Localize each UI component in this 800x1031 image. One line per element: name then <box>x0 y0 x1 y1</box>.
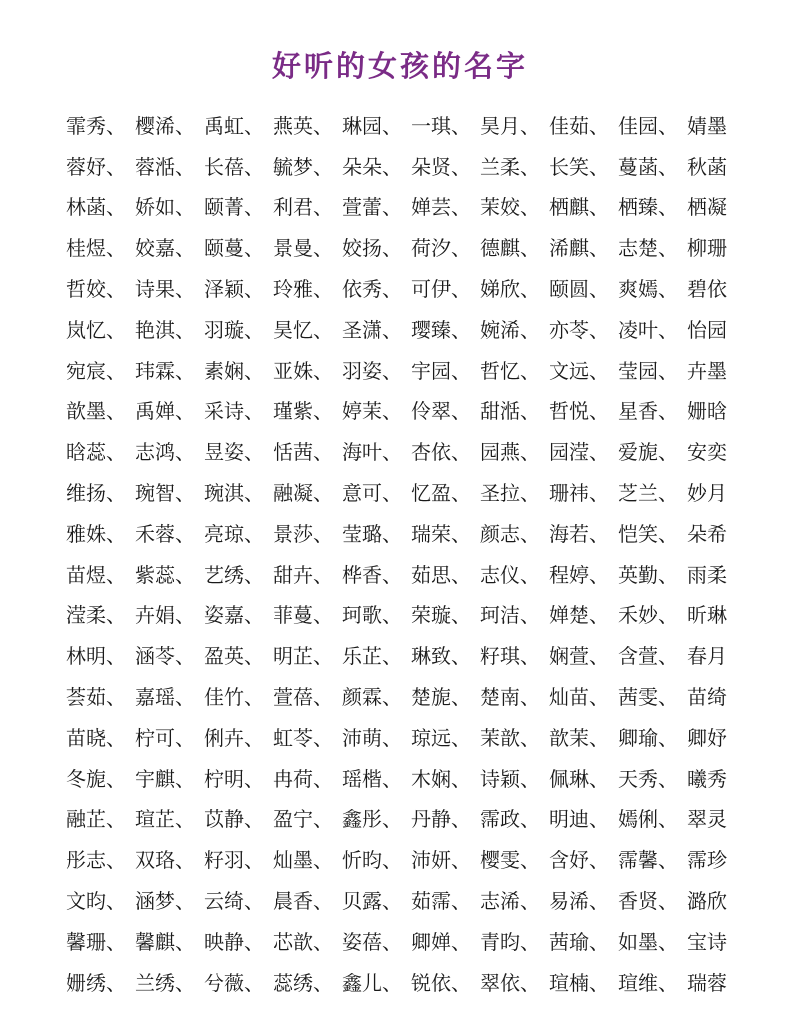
name-entry: 玮霖、 <box>135 358 195 383</box>
name-entry: 歆墨、 <box>66 399 126 424</box>
name-entry: 茜瑜、 <box>549 929 609 954</box>
name-entry: 樱雯、 <box>480 848 540 873</box>
name-entry: 安奕 <box>687 440 727 465</box>
name-entry: 志浠、 <box>480 889 540 914</box>
name-entry: 栖凝 <box>687 195 727 220</box>
name-entry: 亦苓、 <box>549 317 609 342</box>
name-entry: 文远、 <box>549 358 609 383</box>
name-entry: 紫蕊、 <box>135 562 195 587</box>
name-entry: 诗果、 <box>135 277 195 302</box>
name-entry: 锐依、 <box>411 970 471 995</box>
name-entry: 姿蓓、 <box>342 929 402 954</box>
name-entry: 佳园、 <box>618 113 678 138</box>
name-entry: 沛萌、 <box>342 725 402 750</box>
name-entry: 禹虹、 <box>204 113 264 138</box>
name-entry: 维扬、 <box>66 481 126 506</box>
name-entry: 怡园 <box>687 317 727 342</box>
name-entry: 英勤、 <box>618 562 678 587</box>
name-entry: 志鸿、 <box>135 440 195 465</box>
name-entry: 菲蔓、 <box>273 603 333 628</box>
name-entry: 婷茉、 <box>342 399 402 424</box>
name-entry: 卿妤 <box>687 725 727 750</box>
name-entry: 栖臻、 <box>618 195 678 220</box>
name-entry: 素娴、 <box>204 358 264 383</box>
name-entry: 林明、 <box>66 644 126 669</box>
name-entry: 蔓菡、 <box>618 154 678 179</box>
name-entry: 木娴、 <box>411 766 471 791</box>
names-row <box>66 879 756 920</box>
name-entry: 海叶、 <box>342 440 402 465</box>
name-entry: 婧墨 <box>687 113 727 138</box>
names-row <box>66 961 756 1002</box>
name-entry: 栖麒、 <box>549 195 609 220</box>
name-entry: 双珞、 <box>135 848 195 873</box>
names-row <box>66 349 756 390</box>
name-entry: 忻昀、 <box>342 848 402 873</box>
name-entry: 依秀、 <box>342 277 402 302</box>
name-entry: 朵贤、 <box>411 154 471 179</box>
name-entry: 柠明、 <box>204 766 264 791</box>
name-entry: 岚忆、 <box>66 317 126 342</box>
name-entry: 茜雯、 <box>618 685 678 710</box>
name-entry: 妙月 <box>687 481 727 506</box>
name-entry: 苗晓、 <box>66 725 126 750</box>
name-entry: 霏秀、 <box>66 113 126 138</box>
name-entry: 卉娟、 <box>135 603 195 628</box>
name-entry: 圣潇、 <box>342 317 402 342</box>
name-entry: 园燕、 <box>480 440 540 465</box>
name-entry: 亚姝、 <box>273 358 333 383</box>
names-row <box>66 226 756 267</box>
name-entry: 蓉妤、 <box>66 154 126 179</box>
name-entry: 歆茉、 <box>549 725 609 750</box>
name-entry: 采诗、 <box>204 399 264 424</box>
names-row <box>66 716 756 757</box>
name-entry: 灿苗、 <box>549 685 609 710</box>
name-entry: 哲忆、 <box>480 358 540 383</box>
name-entry: 莹璐、 <box>342 521 402 546</box>
name-entry: 鑫彤、 <box>342 807 402 832</box>
name-entry: 颜志、 <box>480 521 540 546</box>
name-entry: 卿婵、 <box>411 929 471 954</box>
name-entry: 苗煜、 <box>66 562 126 587</box>
name-entry: 兰绣、 <box>135 970 195 995</box>
name-entry: 禾蓉、 <box>135 521 195 546</box>
name-entry: 可伊、 <box>411 277 471 302</box>
name-entry: 莹园、 <box>618 358 678 383</box>
name-entry: 娴萱、 <box>549 644 609 669</box>
name-entry: 爽嫣、 <box>618 277 678 302</box>
name-entry: 艺绣、 <box>204 562 264 587</box>
name-entry: 文昀、 <box>66 889 126 914</box>
name-entry: 霈珍 <box>687 848 727 873</box>
name-entry: 楚南、 <box>480 685 540 710</box>
name-entry: 伶翠、 <box>411 399 471 424</box>
names-row <box>66 757 756 798</box>
name-entry: 嘉瑶、 <box>135 685 195 710</box>
name-entry: 琳园、 <box>342 113 402 138</box>
name-entry: 映静、 <box>204 929 264 954</box>
name-entry: 俐卉、 <box>204 725 264 750</box>
name-entry: 羽璇、 <box>204 317 264 342</box>
name-entry: 荣璇、 <box>411 603 471 628</box>
name-entry: 馨珊、 <box>66 929 126 954</box>
name-entry: 桦香、 <box>342 562 402 587</box>
name-entry: 凌叶、 <box>618 317 678 342</box>
name-entry: 茹思、 <box>411 562 471 587</box>
name-entry: 明芷、 <box>273 644 333 669</box>
name-entry: 海若、 <box>549 521 609 546</box>
name-entry: 佳茹、 <box>549 113 609 138</box>
name-entry: 婵楚、 <box>549 603 609 628</box>
name-entry: 樱浠、 <box>135 113 195 138</box>
name-entry: 佳竹、 <box>204 685 264 710</box>
name-entry: 桂煜、 <box>66 236 126 261</box>
name-entry: 宇麒、 <box>135 766 195 791</box>
names-row <box>66 634 756 675</box>
name-entry: 星香、 <box>618 399 678 424</box>
name-entry: 茉姣、 <box>480 195 540 220</box>
name-entry: 娇如、 <box>135 195 195 220</box>
names-row <box>66 390 756 431</box>
name-entry: 朵朵、 <box>342 154 402 179</box>
name-entry: 圣拉、 <box>480 481 540 506</box>
name-entry: 诗颖、 <box>480 766 540 791</box>
name-entry: 楚旎、 <box>411 685 471 710</box>
name-entry: 珂歌、 <box>342 603 402 628</box>
names-row <box>66 920 756 961</box>
name-entry: 林菡、 <box>66 195 126 220</box>
name-entry: 爱旎、 <box>618 440 678 465</box>
name-entry: 佩琳、 <box>549 766 609 791</box>
name-entry: 浠麒、 <box>549 236 609 261</box>
name-entry: 香贤、 <box>618 889 678 914</box>
name-entry: 昊忆、 <box>273 317 333 342</box>
name-entry: 姣嘉、 <box>135 236 195 261</box>
name-entry: 彤志、 <box>66 848 126 873</box>
names-row <box>66 594 756 635</box>
name-entry: 青昀、 <box>480 929 540 954</box>
name-entry: 滢柔、 <box>66 603 126 628</box>
name-entry: 翠依、 <box>480 970 540 995</box>
name-entry: 瑄楠、 <box>549 970 609 995</box>
names-row <box>66 104 756 145</box>
names-row <box>66 675 756 716</box>
name-entry: 如墨、 <box>618 929 678 954</box>
name-entry: 融凝、 <box>273 481 333 506</box>
name-entry: 贝露、 <box>342 889 402 914</box>
names-row <box>66 838 756 879</box>
name-entry: 宝诗 <box>687 929 727 954</box>
name-entry: 恬茜、 <box>273 440 333 465</box>
name-entry: 姗晗 <box>687 399 727 424</box>
name-entry: 程婷、 <box>549 562 609 587</box>
name-entry: 萱蓓、 <box>273 685 333 710</box>
names-row <box>66 512 756 553</box>
names-row <box>66 798 756 839</box>
name-entry: 明迪、 <box>549 807 609 832</box>
name-entry: 玲雅、 <box>273 277 333 302</box>
name-entry: 卿瑜、 <box>618 725 678 750</box>
names-row <box>66 471 756 512</box>
name-entry: 长蓓、 <box>204 154 264 179</box>
name-entry: 德麒、 <box>480 236 540 261</box>
name-entry: 碧依 <box>687 277 727 302</box>
name-entry: 泽颖、 <box>204 277 264 302</box>
name-entry: 兮薇、 <box>204 970 264 995</box>
name-entry: 婉浠、 <box>480 317 540 342</box>
name-entry: 盈英、 <box>204 644 264 669</box>
name-entry: 景莎、 <box>273 521 333 546</box>
name-entry: 潞欣 <box>687 889 727 914</box>
name-entry: 长笑、 <box>549 154 609 179</box>
name-entry: 婵芸、 <box>411 195 471 220</box>
name-entry: 朵希 <box>687 521 727 546</box>
name-entry: 芝兰、 <box>618 481 678 506</box>
name-entry: 姣扬、 <box>342 236 402 261</box>
name-entry: 霈政、 <box>480 807 540 832</box>
name-entry: 嫣俐、 <box>618 807 678 832</box>
name-entry: 志楚、 <box>618 236 678 261</box>
name-entry: 蓉湉、 <box>135 154 195 179</box>
name-entry: 亮琼、 <box>204 521 264 546</box>
names-row <box>66 308 756 349</box>
name-entry: 一琪、 <box>411 113 471 138</box>
name-entry: 艳淇、 <box>135 317 195 342</box>
name-entry: 冉荷、 <box>273 766 333 791</box>
name-entry: 冬旎、 <box>66 766 126 791</box>
names-row <box>66 267 756 308</box>
name-entry: 苗绮 <box>687 685 727 710</box>
name-entry: 萱蕾、 <box>342 195 402 220</box>
name-entry: 云绮、 <box>204 889 264 914</box>
name-entry: 春月 <box>687 644 727 669</box>
name-entry: 柠可、 <box>135 725 195 750</box>
name-entry: 蕊绣、 <box>273 970 333 995</box>
name-entry: 景曼、 <box>273 236 333 261</box>
name-entry: 籽琪、 <box>480 644 540 669</box>
name-entry: 含妤、 <box>549 848 609 873</box>
name-entry: 颜霖、 <box>342 685 402 710</box>
name-entry: 珂洁、 <box>480 603 540 628</box>
name-entry: 甜卉、 <box>273 562 333 587</box>
name-entry: 乐芷、 <box>342 644 402 669</box>
name-entry: 晗蕊、 <box>66 440 126 465</box>
name-entry: 羽姿、 <box>342 358 402 383</box>
name-entry: 荷汐、 <box>411 236 471 261</box>
name-entry: 琼远、 <box>411 725 471 750</box>
name-entry: 瑞蓉 <box>687 970 727 995</box>
name-entry: 馨麒、 <box>135 929 195 954</box>
name-entry: 荟茹、 <box>66 685 126 710</box>
name-entry: 杏依、 <box>411 440 471 465</box>
name-entry: 意可、 <box>342 481 402 506</box>
name-entry: 沛妍、 <box>411 848 471 873</box>
name-entry: 姗绣、 <box>66 970 126 995</box>
name-entry: 颐蔓、 <box>204 236 264 261</box>
names-list <box>66 104 756 1002</box>
name-entry: 茹霈、 <box>411 889 471 914</box>
name-entry: 昱姿、 <box>204 440 264 465</box>
name-entry: 茉歆、 <box>480 725 540 750</box>
name-entry: 翠灵 <box>687 807 727 832</box>
name-entry: 秋菡 <box>687 154 727 179</box>
name-entry: 琬智、 <box>135 481 195 506</box>
name-entry: 颐菁、 <box>204 195 264 220</box>
name-entry: 柳珊 <box>687 236 727 261</box>
name-entry: 昊月、 <box>480 113 540 138</box>
name-entry: 禹婵、 <box>135 399 195 424</box>
name-entry: 含萱、 <box>618 644 678 669</box>
name-entry: 志仪、 <box>480 562 540 587</box>
name-entry: 兰柔、 <box>480 154 540 179</box>
name-entry: 融芷、 <box>66 807 126 832</box>
name-entry: 易浠、 <box>549 889 609 914</box>
name-entry: 娣欣、 <box>480 277 540 302</box>
name-entry: 宇园、 <box>411 358 471 383</box>
name-entry: 晨香、 <box>273 889 333 914</box>
name-entry: 天秀、 <box>618 766 678 791</box>
name-entry: 曦秀 <box>687 766 727 791</box>
name-entry: 瑄芷、 <box>135 807 195 832</box>
name-entry: 园滢、 <box>549 440 609 465</box>
name-entry: 利君、 <box>273 195 333 220</box>
name-entry: 瑶楷、 <box>342 766 402 791</box>
page-title: 好听的女孩的名字 <box>271 49 528 83</box>
name-entry: 瑄维、 <box>618 970 678 995</box>
name-entry: 璎臻、 <box>411 317 471 342</box>
name-entry: 昕琳 <box>687 603 727 628</box>
name-entry: 毓梦、 <box>273 154 333 179</box>
name-entry: 卉墨 <box>687 358 727 383</box>
name-entry: 苡静、 <box>204 807 264 832</box>
name-entry: 瑾紫、 <box>273 399 333 424</box>
name-entry: 丹静、 <box>411 807 471 832</box>
names-row <box>66 553 756 594</box>
name-entry: 籽羽、 <box>204 848 264 873</box>
name-entry: 琳致、 <box>411 644 471 669</box>
name-entry: 哲悦、 <box>549 399 609 424</box>
name-entry: 涵梦、 <box>135 889 195 914</box>
name-entry: 鑫儿、 <box>342 970 402 995</box>
name-entry: 涵苓、 <box>135 644 195 669</box>
name-entry: 姿嘉、 <box>204 603 264 628</box>
name-entry: 琬淇、 <box>204 481 264 506</box>
name-entry: 盈宁、 <box>273 807 333 832</box>
name-entry: 燕英、 <box>273 113 333 138</box>
name-entry: 甜湉、 <box>480 399 540 424</box>
names-row <box>66 145 756 186</box>
name-entry: 雅姝、 <box>66 521 126 546</box>
name-entry: 珊祎、 <box>549 481 609 506</box>
name-entry: 霈馨、 <box>618 848 678 873</box>
name-entry: 恺笑、 <box>618 521 678 546</box>
names-row <box>66 430 756 471</box>
name-entry: 瑞荣、 <box>411 521 471 546</box>
name-entry: 禾妙、 <box>618 603 678 628</box>
name-entry: 芯歆、 <box>273 929 333 954</box>
name-entry: 雨柔 <box>687 562 727 587</box>
name-entry: 颐圆、 <box>549 277 609 302</box>
name-entry: 哲姣、 <box>66 277 126 302</box>
names-row <box>66 186 756 227</box>
name-entry: 灿墨、 <box>273 848 333 873</box>
name-entry: 宛宸、 <box>66 358 126 383</box>
name-entry: 忆盈、 <box>411 481 471 506</box>
name-entry: 虹苓、 <box>273 725 333 750</box>
